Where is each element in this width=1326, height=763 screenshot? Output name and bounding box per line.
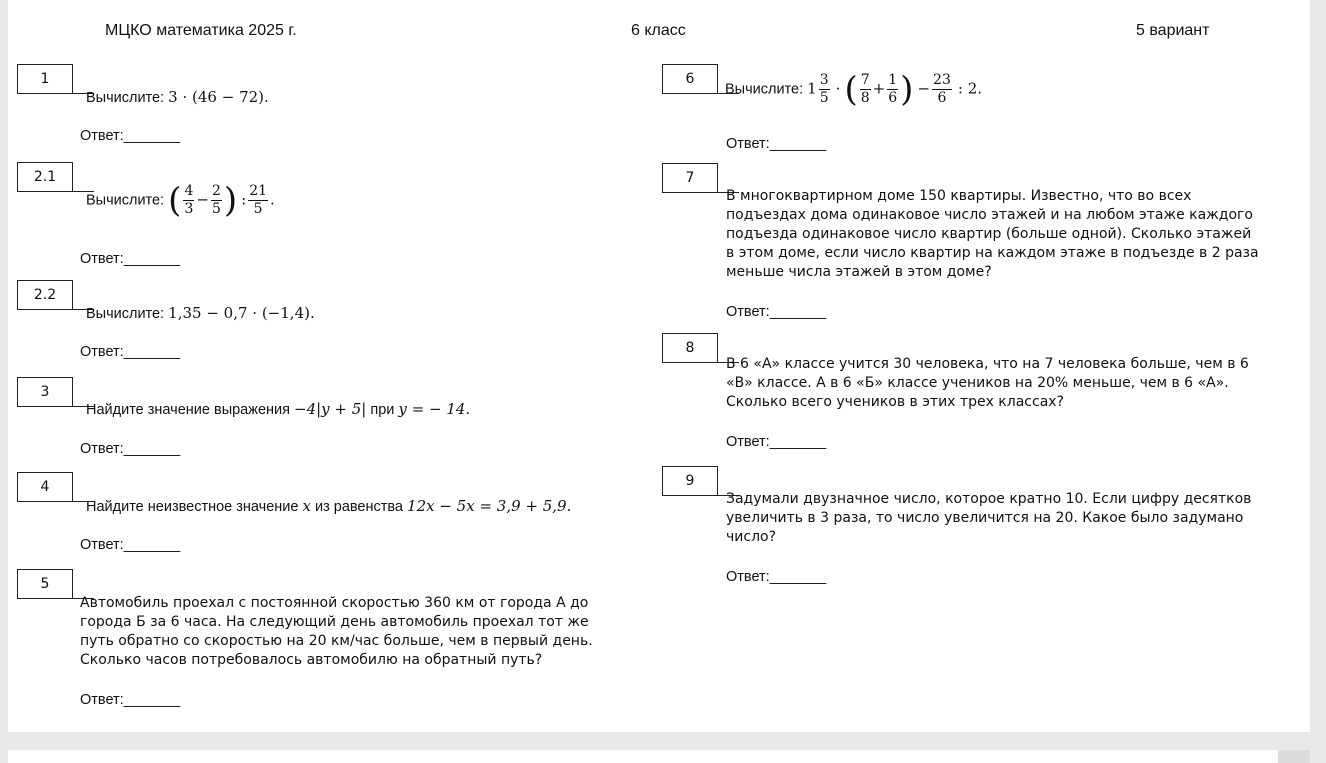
answer-line: Ответ:_______: [80, 128, 181, 144]
numerator: 3: [819, 72, 829, 88]
denominator: 5: [253, 201, 263, 217]
denominator: 8: [860, 90, 870, 106]
task-line: увеличить в 3 раза, то число увеличится на 20. Какое было задумано: [726, 510, 1244, 526]
task-number-box: 9: [662, 466, 718, 495]
task-line: В 6 «А» классе учится 30 человека, что на 7 человека больше, чем в 6: [726, 356, 1249, 372]
fraction: [183, 183, 194, 218]
open-paren: (: [844, 69, 858, 110]
fraction: [819, 72, 830, 107]
task-line: число?: [726, 529, 777, 545]
denominator: 3: [184, 201, 194, 217]
next-page-edge: [8, 750, 1310, 763]
answer-line: Ответ:_______: [726, 434, 827, 450]
denominator: 6: [937, 90, 947, 106]
task-6-text: [725, 69, 983, 110]
numerator: 23: [933, 72, 951, 88]
task-8-text: [726, 355, 1249, 412]
task-number-box: 7: [662, 163, 718, 192]
task-connector: при: [370, 402, 395, 418]
task-condition: y = − 14.: [398, 400, 471, 418]
task-prefix: Вычислите:: [86, 192, 165, 209]
task-1-text: [86, 88, 269, 108]
page-title: МЦКО математика 2025 г.: [105, 22, 297, 39]
numerator: 1: [888, 72, 898, 88]
period: .: [270, 190, 275, 209]
answer-line: Ответ:_______: [726, 136, 827, 152]
numerator: 4: [184, 183, 194, 199]
task-number-box: 6: [662, 64, 718, 93]
denominator: 5: [211, 201, 221, 217]
task-expression-tail: : 2.: [957, 79, 983, 98]
task-number-box: 2.2: [17, 280, 73, 309]
close-paren: ): [223, 180, 238, 221]
task-line: в этом доме, если число квартир на каждом этаже в подъезде в 2 раза: [726, 245, 1259, 261]
task-9-text: [726, 490, 1251, 547]
denominator: 5: [819, 90, 829, 106]
numerator: 21: [249, 183, 268, 199]
numerator: 2: [211, 183, 221, 199]
task-4-text: [86, 497, 571, 517]
answer-line: Ответ:_______: [726, 304, 827, 320]
task-number-box: 4: [17, 472, 73, 501]
answer-line: Ответ:_______: [80, 441, 181, 457]
answer-line: Ответ:_______: [726, 569, 827, 585]
answer-line: Ответ:_______: [80, 251, 181, 267]
task-line: Задумали двузначное число, которое кратно 10. Если цифру десятков: [726, 491, 1252, 507]
close-paren: ): [900, 69, 914, 110]
task-2-1-text: [86, 180, 275, 221]
fraction: [887, 72, 898, 107]
task-expression: 12x − 5x = 3,9 + 5,9.: [407, 497, 572, 515]
operator: +: [872, 79, 886, 98]
answer-line: Ответ:_______: [80, 537, 181, 553]
task-5-text: [80, 594, 593, 670]
task-line: «В» классе. А в 6 «Б» классе учеников на 20% меньше, чем в 6 «А».: [726, 375, 1229, 391]
task-prefix: Найдите значение выражения: [86, 402, 290, 418]
fraction: [211, 183, 222, 218]
fraction: [860, 72, 871, 107]
task-expression: 3 · (46 − 72).: [168, 88, 269, 106]
task-line: подъездах дома одинаковое число этажей и на любом этаже каждого: [726, 207, 1253, 223]
task-line: подъезда одинаковое число квартир (больше одной). Сколько этажей: [726, 226, 1252, 242]
task-7-text: [726, 187, 1259, 282]
answer-line: Ответ:_______: [80, 692, 181, 708]
task-number-box: 3: [17, 377, 73, 406]
task-prefix: Вычислите:: [86, 306, 165, 322]
task-line: меньше числа этажей в этом доме?: [726, 264, 992, 280]
answer-line: Ответ:_______: [80, 344, 181, 360]
task-expression: −4|y + 5|: [294, 400, 367, 418]
task-prefix: Вычислите:: [725, 81, 804, 98]
task-line: путь обратно со скоростью на 20 км/час больше, чем в первый день.: [80, 633, 593, 649]
operator: −: [196, 190, 209, 209]
fraction: [932, 72, 952, 107]
task-number-box: 2.1: [17, 162, 73, 191]
task-line: Сколько часов потребовалось автомобилю на обратный путь?: [80, 652, 543, 668]
task-line: Автомобиль проехал с постоянной скоростью 360 км от города А до: [80, 595, 589, 611]
task-number-box: 8: [662, 333, 718, 362]
task-3-text: [86, 400, 470, 420]
task-number-box: 5: [17, 569, 73, 598]
whole-part: 1: [807, 79, 817, 98]
scroll-corner: [1278, 750, 1310, 763]
task-prefix: Найдите неизвестное значение: [86, 499, 299, 515]
task-2-2-text: [86, 304, 315, 324]
denominator: 6: [888, 90, 898, 106]
open-paren: (: [168, 180, 182, 221]
grade-label: 6 класс: [631, 22, 686, 39]
fraction: [248, 183, 268, 218]
operator: −: [917, 79, 931, 98]
task-expression: 1,35 − 0,7 · (−1,4).: [168, 304, 315, 322]
task-connector: из равенства: [314, 499, 403, 515]
task-line: Сколько всего учеников в этих трех классах?: [726, 394, 1064, 410]
variant-label: 5 вариант: [1136, 22, 1210, 39]
task-line: В многоквартирном доме 150 квартиры. Известно, что во всех: [726, 188, 1192, 204]
task-prefix: Вычислите:: [86, 90, 165, 106]
task-variable: x: [302, 497, 311, 515]
operator: :: [241, 190, 247, 209]
numerator: 7: [860, 72, 870, 88]
task-number-box: 1: [17, 64, 73, 93]
operator: ·: [835, 79, 841, 98]
task-line: города Б за 6 часа. На следующий день автомобиль проехал тот же: [80, 614, 589, 630]
